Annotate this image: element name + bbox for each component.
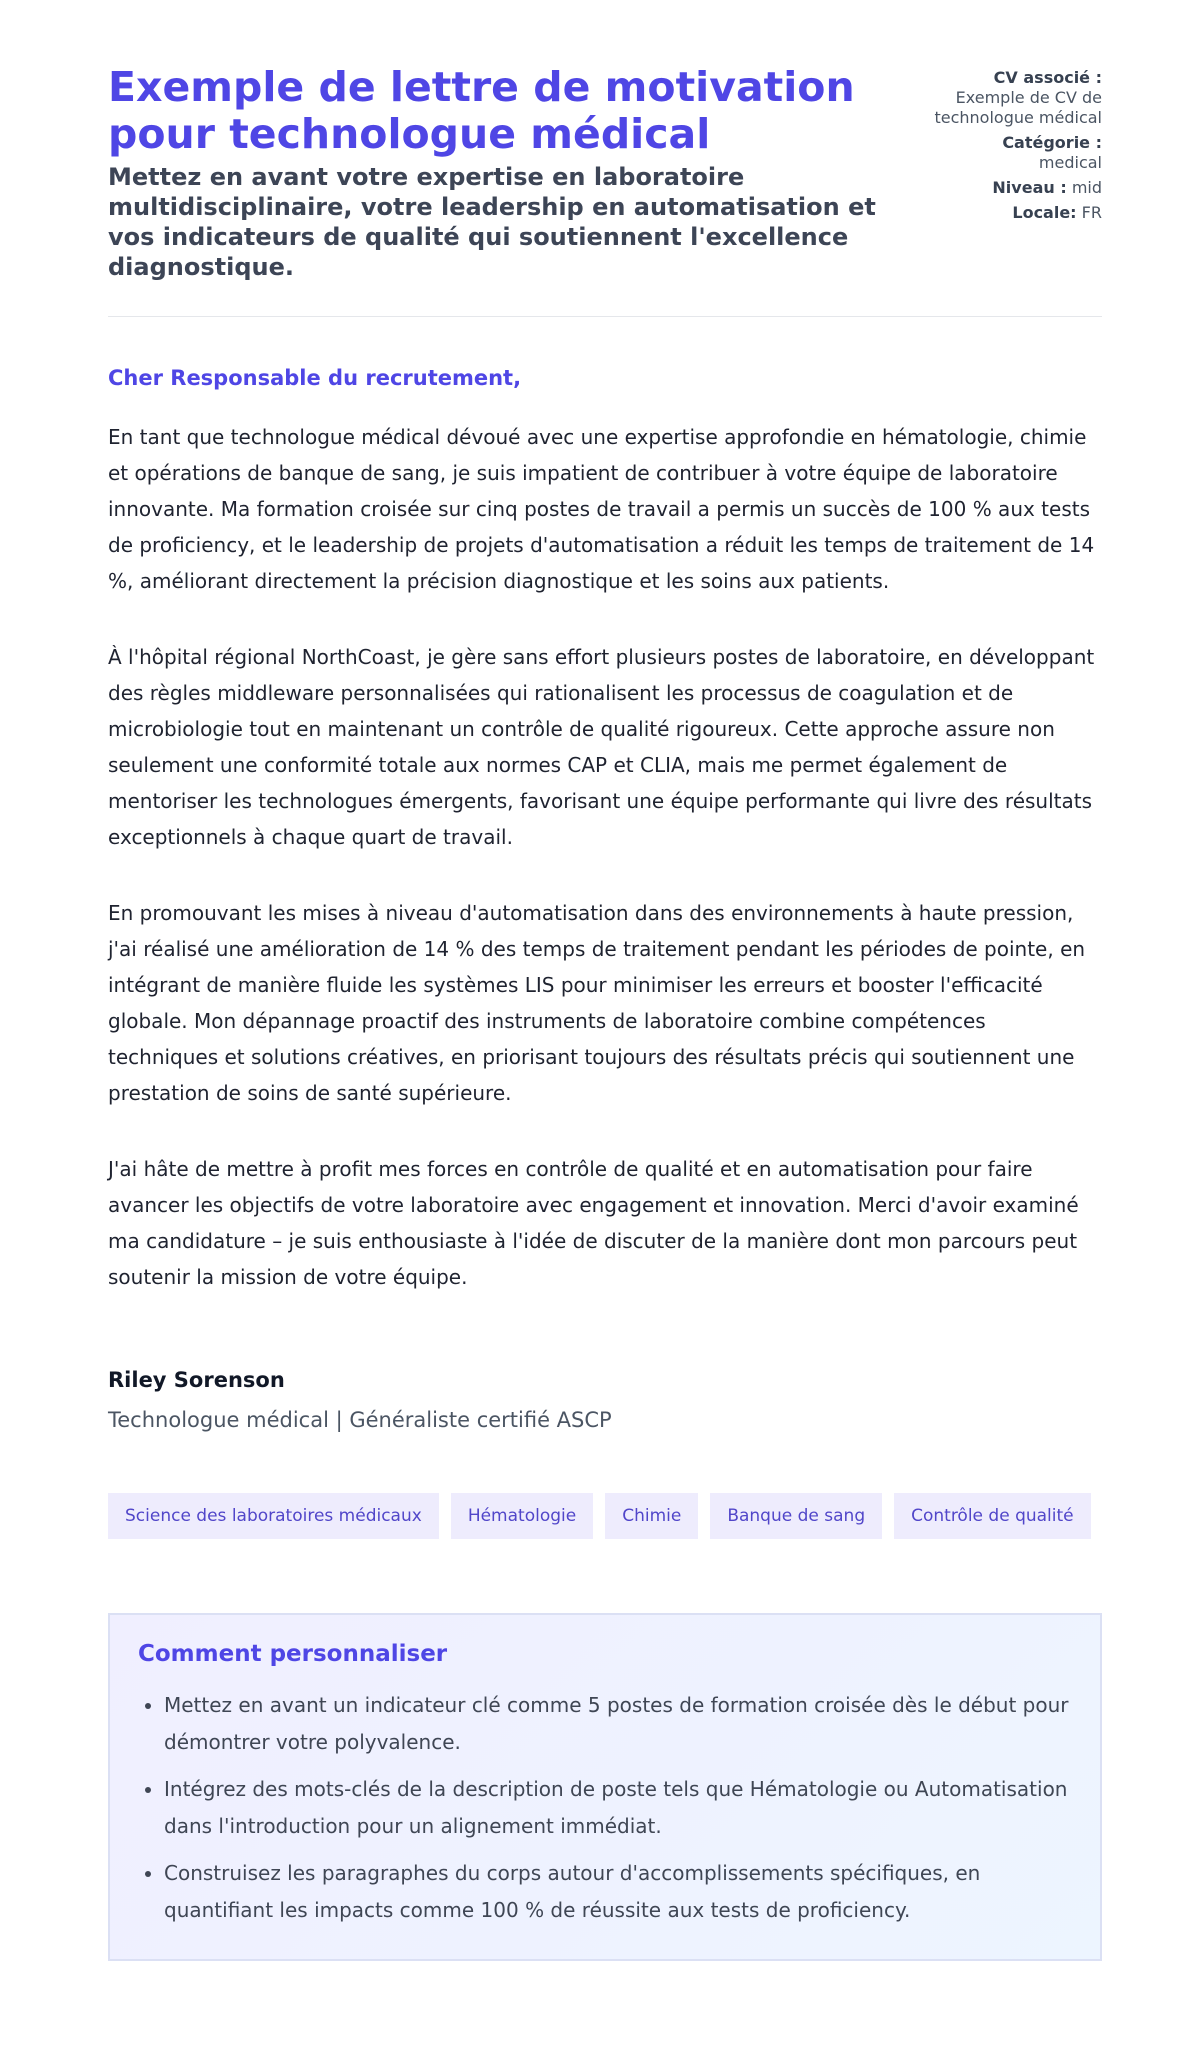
tip-item: • Construisez les paragraphes du corps autour d'accomplissements spécifiques, en quantifiant les impacts comme 100 % de réussite aux tests de proficiency. bbox=[164, 1855, 1072, 1929]
meta-cv bbox=[922, 68, 1102, 128]
header-titles bbox=[108, 64, 908, 282]
tag-medical-lab-science: Science des laboratoires médicaux bbox=[108, 1493, 439, 1539]
meta-level bbox=[922, 178, 1102, 198]
letter-greeting: Cher Responsable du recrutement, bbox=[108, 366, 522, 390]
tips-list bbox=[138, 1687, 1072, 1929]
tag-blood-bank: Banque de sang bbox=[710, 1493, 882, 1539]
customization-tips-box bbox=[108, 1613, 1102, 1961]
letter-paragraph: À l'hôpital régional NorthCoast, je gère sans effort plusieurs postes de laboratoire, en développant des règles middleware personnalisées qui rationalisent les processus de coagulation et de microbiologie tout en maintenant un contrôle de qualité rigoureux. Cette approche assure non seulement une conformité totale aux normes CAP et CLIA, mais me permet également de mentoriser les technologues émergents, favorisant une équipe performante qui livre des résultats exceptionnels à chaque quart de travail. bbox=[108, 645, 1095, 849]
meta-locale bbox=[922, 203, 1102, 223]
meta-cv-value: Exemple de CV de technologue médical bbox=[934, 88, 1102, 127]
signature-title: Technologue médical | Généraliste certifié ASCP bbox=[108, 1408, 612, 1432]
meta-panel bbox=[922, 68, 1102, 228]
meta-category bbox=[922, 133, 1102, 173]
tag-hematology: Hématologie bbox=[451, 1493, 593, 1539]
tag-list bbox=[108, 1493, 1102, 1539]
meta-category-label: Catégorie : bbox=[1002, 133, 1102, 152]
header-divider bbox=[108, 316, 1102, 317]
letter-paragraph: J'ai hâte de mettre à profit mes forces en contrôle de qualité et en automatisation pour faire avancer les objectifs de votre laboratoire avec engagement et innovation. Merci d'avoir examiné ma candidature – je suis enthousiaste à l'idée de discuter de la manière dont mon parcours peut soutenir la mission de votre équipe. bbox=[108, 1157, 1079, 1289]
meta-category-value: medical bbox=[1038, 153, 1102, 172]
signature-name: Riley Sorenson bbox=[108, 1368, 285, 1392]
tip-item: • Intégrez des mots-clés de la description de poste tels que Hématologie ou Automatisation dans l'introduction pour un alignement immédiat. bbox=[164, 1771, 1072, 1845]
page-subtitle: Mettez en avant votre expertise en laboratoire multidisciplinaire, votre leadership en automatisation et vos indicateurs de qualité qui soutiennent l'excellence diagnostique. bbox=[108, 163, 876, 281]
tag-chemistry: Chimie bbox=[605, 1493, 698, 1539]
letter-paragraph: En tant que technologue médical dévoué avec une expertise approfondie en hématologie, chimie et opérations de banque de sang, je suis impatient de contribuer à votre équipe de laboratoire innovante. Ma formation croisée sur cinq postes de travail a permis un succès de 100 % aux tests de proficiency, et le leadership de projets d'automatisation a réduit les temps de traitement de 14 %, améliorant directement la précision diagnostique et les soins aux patients. bbox=[108, 425, 1095, 593]
letter-container bbox=[108, 64, 1102, 1961]
tip-item: • Mettez en avant un indicateur clé comme 5 postes de formation croisée dès le début pour démontrer votre polyvalence. bbox=[164, 1687, 1072, 1761]
meta-locale-value: FR bbox=[1081, 203, 1102, 222]
letter-paragraph: En promouvant les mises à niveau d'automatisation dans des environnements à haute pression, j'ai réalisé une amélioration de 14 % des temps de traitement pendant les périodes de pointe, en intégrant de manière fluide les systèmes LIS pour minimiser les erreurs et booster l'efficacité globale. Mon dépannage proactif des instruments de laboratoire combine compétences techniques et solutions créatives, en priorisant toujours des résultats précis qui soutiennent une prestation de soins de santé supérieure. bbox=[108, 901, 1086, 1105]
meta-level-value: mid bbox=[1071, 178, 1102, 197]
page-title: Exemple de lettre de motivation pour technologue médical bbox=[108, 63, 855, 158]
meta-level-label: Niveau : bbox=[992, 178, 1067, 197]
tag-quality-control: Contrôle de qualité bbox=[894, 1493, 1091, 1539]
meta-locale-label: Locale: bbox=[1012, 203, 1077, 222]
header bbox=[108, 64, 1102, 282]
tips-title: Comment personnaliser bbox=[138, 1641, 448, 1667]
meta-cv-label: CV associé : bbox=[993, 68, 1102, 87]
